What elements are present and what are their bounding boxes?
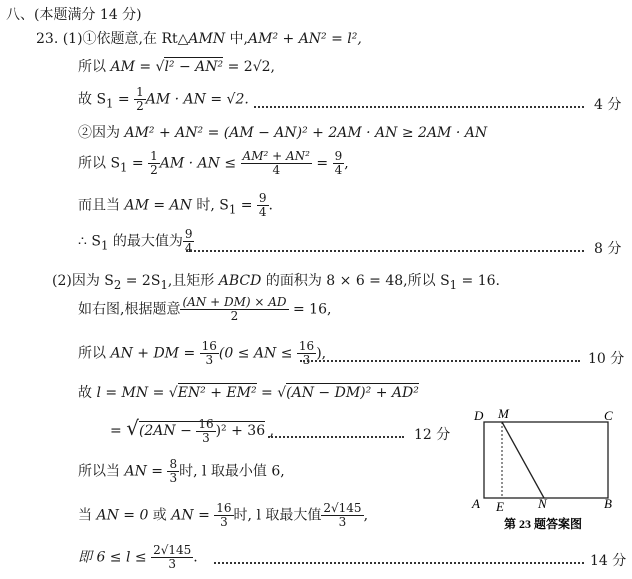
leader-dots — [214, 562, 584, 564]
numerator: 9 — [334, 149, 343, 163]
fraction — [180, 296, 288, 323]
subscript: 1 — [160, 277, 168, 292]
numerator: 9 — [258, 191, 267, 205]
score-10: 10 分 — [588, 351, 625, 367]
fraction — [167, 458, 179, 485]
label-c: C — [604, 408, 613, 423]
part1-line6 — [78, 192, 273, 219]
denominator: 2 — [150, 163, 158, 177]
text: 时, l 取最小值 6, — [179, 463, 285, 480]
text: , — [344, 155, 349, 172]
text: AM = AN — [124, 197, 192, 214]
text: 当 — [78, 507, 97, 524]
part1-line3 — [78, 86, 249, 113]
score-4: 4 分 — [594, 97, 622, 113]
fraction — [196, 418, 215, 445]
text: AN = 0 — [96, 507, 149, 524]
sqrt-body — [138, 416, 266, 445]
numerator: 1 — [150, 149, 158, 163]
denominator: 2 — [136, 99, 144, 113]
subscript: 1 — [106, 96, 114, 111]
part1-line7 — [78, 228, 194, 255]
numerator: 16 — [298, 339, 315, 353]
text: 所以 — [78, 59, 111, 75]
text: 时, S — [191, 197, 229, 214]
fraction — [297, 340, 316, 367]
text: = 2√2, — [223, 59, 275, 75]
label-e: E — [496, 499, 504, 514]
leader-dots — [268, 436, 404, 438]
text: = — [113, 91, 135, 108]
numerator: 2√145 — [323, 501, 362, 515]
fraction — [151, 544, 193, 571]
text: 的最大值为 — [108, 233, 183, 250]
text: 所以当 — [78, 463, 125, 480]
part2-line8 — [78, 544, 198, 571]
denominator: 3 — [169, 471, 178, 485]
numerator: 2√145 — [153, 543, 192, 557]
text: ABCD — [218, 273, 262, 289]
text: AM · AN ≤ — [159, 155, 241, 172]
figure-caption: 第 23 题答案图 — [504, 517, 583, 531]
text: = — [236, 197, 257, 214]
text: = — [127, 155, 149, 172]
text: 所以 — [78, 345, 111, 362]
text: = √ — [256, 385, 287, 401]
text: l² − AN² — [164, 59, 224, 75]
fraction — [134, 86, 146, 113]
text: (2)因为 S — [52, 273, 114, 289]
text: (1)①依题意,在 Rt△ — [62, 31, 189, 47]
fraction — [214, 502, 233, 529]
denominator: 4 — [258, 205, 267, 219]
text: 的面积为 8 × 6 = 48,所以 S — [261, 273, 450, 289]
text: (AN − DM)² + AD² — [286, 385, 419, 401]
text: AM² + AN² = l², — [248, 31, 362, 47]
fraction — [321, 502, 363, 529]
text: 故 S — [78, 91, 107, 108]
text: 中, — [225, 31, 248, 47]
text: . — [193, 549, 198, 566]
denominator: 3 — [202, 430, 210, 445]
denominator: 4 — [184, 241, 193, 255]
numerator: 16 — [216, 501, 232, 515]
text: ②因为 — [78, 125, 125, 141]
text: = — [311, 155, 333, 172]
text: AM · AN = √2. — [145, 91, 249, 108]
numerator: 8 — [169, 457, 178, 471]
text: = 16, — [288, 301, 332, 318]
denominator: 2 — [230, 309, 239, 323]
numerator: AM² + AN² — [242, 149, 310, 163]
label-n: N — [538, 496, 547, 511]
text: 而且当 — [78, 197, 125, 214]
part2-line4 — [78, 382, 419, 402]
fraction — [333, 150, 345, 177]
text: 或 — [148, 507, 172, 524]
label-d: D — [474, 408, 484, 423]
numerator: 16 — [201, 339, 217, 353]
text: (0 ≤ AN ≤ — [218, 345, 297, 362]
numerator: 1 — [136, 85, 144, 99]
text: 故 — [78, 385, 97, 401]
text: , — [265, 423, 275, 439]
denominator: 4 — [334, 163, 343, 177]
score-14: 14 分 — [590, 553, 627, 569]
fraction — [148, 150, 160, 177]
numerator: 16 — [198, 416, 214, 431]
denominator: 3 — [338, 515, 347, 529]
denominator: 3 — [168, 557, 177, 571]
text: , — [363, 507, 369, 524]
text: AM² + AN² = (AM − AN)² + 2AM · AN ≥ 2AM · AN — [124, 125, 488, 141]
subscript: 1 — [228, 202, 237, 217]
text: 时, l 取最大值 — [233, 507, 322, 524]
text: 即 6 ≤ l ≤ — [78, 549, 152, 566]
text: EN² + EM² — [177, 385, 257, 401]
part1-line4 — [78, 122, 487, 142]
part1-line5 — [78, 150, 349, 177]
text: ∴ S — [78, 233, 101, 250]
part2-line2 — [78, 296, 331, 323]
text: = — [110, 423, 127, 439]
fraction — [241, 150, 312, 177]
segment-mn — [502, 422, 544, 498]
problem-part1-line1 — [36, 28, 362, 48]
fraction — [257, 192, 269, 219]
numerator: (AN + DM) × AD — [182, 295, 287, 309]
rectangle-abcd — [484, 422, 608, 498]
text: AN + DM = — [110, 345, 200, 362]
denominator: 3 — [205, 353, 214, 367]
text: AMN — [188, 31, 226, 47]
subscript: 1 — [120, 160, 128, 175]
score-12: 12 分 — [414, 427, 451, 443]
part2-line1 — [52, 270, 500, 292]
text: AN = — [124, 463, 168, 480]
part2-line6 — [78, 458, 285, 485]
subscript: 1 — [100, 238, 109, 253]
leader-dots — [254, 106, 584, 108]
leader-dots — [300, 360, 580, 362]
part2-line3 — [78, 340, 326, 367]
denominator: 3 — [302, 353, 311, 367]
score-8: 8 分 — [594, 241, 622, 257]
label-m: M — [498, 406, 509, 421]
text: ,且矩形 — [167, 273, 219, 289]
text: l = MN = — [96, 385, 169, 401]
denominator: 4 — [272, 163, 281, 177]
text: AN = — [171, 507, 215, 524]
label-b: B — [604, 496, 612, 511]
text: ), — [316, 345, 327, 362]
sqrt-symbol: √ — [168, 385, 178, 401]
text: = 16. — [457, 273, 500, 289]
label-a: A — [472, 496, 480, 511]
part2-line7 — [78, 502, 368, 529]
sqrt-symbol: √ — [155, 59, 165, 75]
subscript: 1 — [449, 277, 458, 292]
part2-line5 — [110, 416, 274, 445]
text: AM = — [110, 59, 156, 75]
text: (2AN − — [138, 423, 197, 439]
text: . — [268, 197, 273, 214]
leader-dots — [186, 250, 584, 252]
text: )² + 36 — [215, 423, 266, 439]
fraction — [200, 340, 219, 367]
sqrt-symbol: √ — [126, 416, 139, 440]
text: 如右图,根据题意 — [78, 301, 181, 318]
numerator: 9 — [184, 227, 193, 241]
text: 所以 S — [78, 155, 121, 172]
section-heading: 八、(本题满分 14 分) — [6, 7, 142, 23]
problem-number: 23. — [36, 31, 59, 47]
subscript: 2 — [113, 277, 122, 292]
part1-line2 — [78, 56, 275, 76]
denominator: 3 — [220, 515, 228, 529]
rectangle-figure — [468, 404, 628, 554]
text: = 2S — [121, 273, 161, 289]
